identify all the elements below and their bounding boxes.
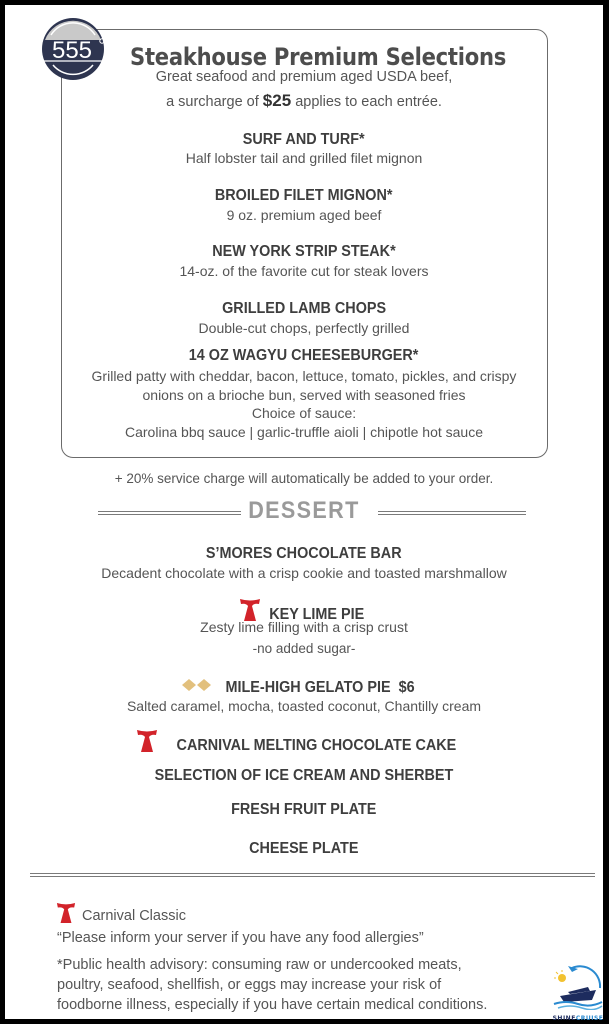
subtitle-line-1: Great seafood and premium aged USDA beef, xyxy=(155,69,453,85)
menu-item-name: BROILED FILET MIGNON* xyxy=(215,187,393,204)
dessert-item-name: SELECTION OF ICE CREAM AND SHERBET xyxy=(154,767,454,784)
dessert-item-name: KEY LIME PIE xyxy=(5,597,603,624)
legend-carnival-classic: Carnival Classic xyxy=(56,901,186,925)
dessert-item-description: Salted caramel, mocha, toasted coconut, Chantilly cream xyxy=(126,698,482,714)
dessert-item-name: CARNIVAL MELTING CHOCOLATE CAKE xyxy=(5,728,603,755)
menu-item-description: Choice of sauce: xyxy=(251,405,357,421)
page-title: Steakhouse Premium Selections xyxy=(130,43,507,71)
menu-page xyxy=(5,5,604,1022)
dessert-item-name: MILE-HIGH GELATO PIE $6 xyxy=(5,678,603,697)
dessert-heading: DESSERT xyxy=(248,497,360,524)
svg-text:555: 555 xyxy=(51,37,93,64)
dessert-item-description: Decadent chocolate with a crisp cookie and toasted marshmallow xyxy=(101,565,507,581)
menu-item-description: 14-oz. of the favorite cut for steak lovers xyxy=(179,263,429,279)
menu-item-description: Double-cut chops, perfectly grilled xyxy=(198,320,410,336)
sauce-options: Carolina bbq sauce | garlic-truffle aioli | chipotle hot sauce xyxy=(125,424,483,440)
surcharge-amount: $25 xyxy=(262,91,292,110)
health-advisory-line: *Public health advisory: consuming raw or undercooked meats, xyxy=(57,957,462,973)
menu-item-description: Grilled patty with cheddar, bacon, lettuce, tomato, pickles, and crispy xyxy=(91,368,517,384)
dessert-item-description: Zesty lime filling with a crisp crust xyxy=(200,619,408,635)
cruise-ship-icon xyxy=(552,960,604,1010)
health-advisory-line: foodborne illness, especially if you have certain medical conditions. xyxy=(57,997,488,1013)
footer-divider xyxy=(30,873,595,877)
dessert-item-name: FRESH FRUIT PLATE xyxy=(231,801,377,818)
health-advisory-line: poultry, seafood, shellfish, or eggs may increase your risk of xyxy=(57,977,442,993)
dessert-item-note: -no added sugar- xyxy=(252,641,356,656)
menu-item-description: onions on a brioche bun, served with seasoned fries xyxy=(142,387,466,403)
gold-diamonds-icon xyxy=(182,678,212,692)
service-charge-note: + 20% service charge will automatically be added to your order. xyxy=(114,471,494,486)
carnival-tail-icon xyxy=(136,728,158,754)
shine-cruise-logo: SHINECRUISE xyxy=(552,960,604,1020)
menu-item-name: NEW YORK STRIP STEAK* xyxy=(212,243,396,260)
carnival-tail-icon xyxy=(56,901,76,925)
dessert-item-name: S’MORES CHOCOLATE BAR xyxy=(206,545,402,562)
allergy-note: “Please inform your server if you have any food allergies” xyxy=(57,930,424,946)
divider-line-right xyxy=(378,511,526,515)
menu-item-name: GRILLED LAMB CHOPS xyxy=(222,300,386,317)
menu-item-name: SURF AND TURF* xyxy=(243,131,365,148)
subtitle-line-2: a surcharge of $25 applies to each entrée. xyxy=(166,91,442,110)
menu-item-name: 14 OZ WAGYU CHEESEBURGER* xyxy=(189,347,419,364)
menu-item-description: 9 oz. premium aged beef xyxy=(226,207,382,223)
dessert-item-name: CHEESE PLATE xyxy=(249,840,359,857)
menu-item-description: Half lobster tail and grilled filet mignon xyxy=(185,150,423,166)
